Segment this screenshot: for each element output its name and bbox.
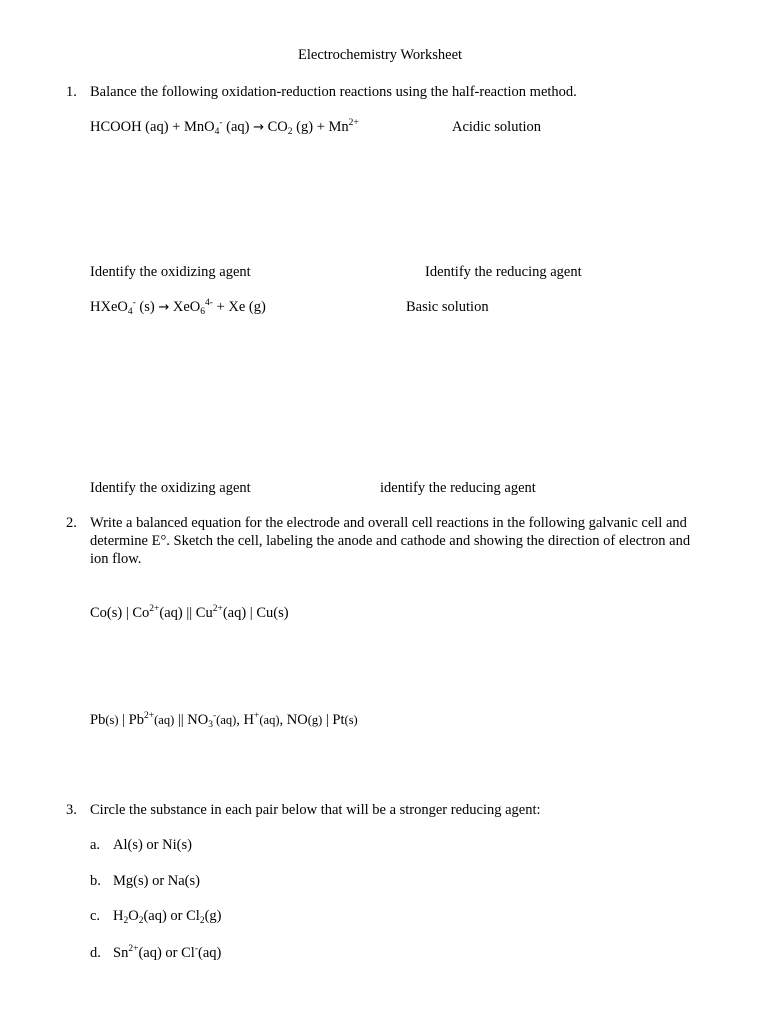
item-c-text-1: H bbox=[113, 908, 124, 924]
item-c-sub-1: 2 bbox=[123, 916, 129, 926]
cell2-state-e: (g) bbox=[307, 713, 323, 727]
reaction-b-sub-3: 6 bbox=[200, 307, 206, 317]
reaction-a-text-1: HCOOH (aq) + MnO bbox=[90, 119, 215, 135]
q3-item-b-letter: b. bbox=[90, 873, 101, 889]
cell2-text-f: | Pt bbox=[322, 712, 345, 728]
q1-condition-b: Basic solution bbox=[406, 299, 489, 315]
q2-prompt-line3: ion flow. bbox=[90, 551, 142, 567]
item-d-sup-1: 2+ bbox=[128, 944, 139, 954]
q3-item-c bbox=[113, 907, 222, 925]
reaction-b-sub-1: 4 bbox=[127, 307, 133, 317]
cell2-sup-d: + bbox=[254, 711, 260, 721]
cell1-text-c: (aq) | Cu(s) bbox=[222, 605, 289, 621]
q3-item-d-letter: d. bbox=[90, 945, 101, 961]
q1-reaction-b bbox=[90, 298, 266, 317]
reaction-a-text-2: (aq) bbox=[222, 119, 254, 135]
q2-cell-notation-1 bbox=[90, 604, 289, 622]
cell1-sup-b: 2+ bbox=[212, 604, 223, 614]
page-title: Electrochemistry Worksheet bbox=[298, 47, 463, 63]
item-d-sup-2: - bbox=[194, 944, 198, 954]
cell2-state-b: (aq) bbox=[154, 713, 175, 727]
item-c-sub-2: 2 bbox=[138, 916, 144, 926]
q1-reaction-a bbox=[90, 118, 359, 137]
cell2-text-c: || NO bbox=[174, 712, 209, 728]
cell2-state-d: (aq) bbox=[259, 713, 280, 727]
q3-item-a: Al(s) or Ni(s) bbox=[113, 837, 192, 853]
q3-number: 3. bbox=[66, 802, 77, 818]
item-c-text-2: O bbox=[128, 908, 139, 924]
q3-item-d bbox=[113, 944, 221, 962]
reaction-arrow-icon: → bbox=[253, 120, 264, 135]
reaction-b-text-4: + Xe (g) bbox=[212, 299, 266, 315]
cell1-sup-a: 2+ bbox=[149, 604, 160, 614]
reaction-b-sup-3: 4- bbox=[205, 298, 213, 308]
reaction-a-text-4: (g) + Mn bbox=[292, 119, 349, 135]
cell2-state-f: (s) bbox=[344, 713, 358, 727]
q2-prompt-line2: determine E°. Sketch the cell, labeling the anode and cathode and showing the direction of electron and bbox=[90, 533, 691, 549]
cell1-text-b: (aq) || Cu bbox=[159, 605, 213, 621]
q1-reducing-agent-a: Identify the reducing agent bbox=[425, 264, 582, 280]
item-d-text-2: (aq) or Cl bbox=[138, 945, 195, 961]
q2-prompt-line1: Write a balanced equation for the electrode and overall cell reactions in the following galvanic cell and bbox=[90, 515, 687, 531]
item-c-text-4: (g) bbox=[204, 908, 222, 924]
reaction-arrow-icon: → bbox=[158, 300, 170, 315]
item-c-sub-3: 2 bbox=[199, 916, 205, 926]
q2-number: 2. bbox=[66, 515, 77, 531]
reaction-a-sup-4: 2+ bbox=[348, 118, 359, 128]
q1-number: 1. bbox=[66, 84, 77, 100]
reaction-b-text-1: HXeO bbox=[90, 299, 128, 315]
item-c-text-3: (aq) or Cl bbox=[143, 908, 200, 924]
q1-oxidizing-agent-a: Identify the oxidizing agent bbox=[90, 264, 251, 280]
cell1-text-a: Co(s) | Co bbox=[90, 605, 150, 621]
q1-reducing-agent-b: identify the reducing agent bbox=[380, 480, 536, 496]
q1-condition-a: Acidic solution bbox=[452, 119, 542, 135]
cell2-state-a: (s) bbox=[105, 713, 119, 727]
q3-item-c-letter: c. bbox=[90, 908, 101, 924]
reaction-b-text-3: XeO bbox=[169, 299, 201, 315]
item-d-text-3: (aq) bbox=[197, 945, 222, 961]
reaction-a-sup-1: - bbox=[219, 118, 223, 128]
reaction-a-sub-1: 4 bbox=[214, 127, 220, 137]
cell2-text-b: | Pb bbox=[118, 712, 144, 728]
cell2-state-c: (aq) bbox=[216, 713, 237, 727]
cell2-text-e: , NO bbox=[279, 712, 308, 728]
q1-oxidizing-agent-b: Identify the oxidizing agent bbox=[90, 480, 251, 496]
q1-prompt: Balance the following oxidation-reduction reactions using the half-reaction method. bbox=[90, 84, 577, 100]
reaction-b-text-2: (s) bbox=[135, 299, 159, 315]
q3-item-a-letter: a. bbox=[90, 837, 101, 853]
q2-cell-notation-2 bbox=[90, 711, 358, 729]
q3-item-b: Mg(s) or Na(s) bbox=[113, 873, 200, 889]
cell2-sup-b: 2+ bbox=[144, 711, 155, 721]
cell2-text-a: Pb bbox=[90, 712, 106, 728]
cell2-sub-c: 3 bbox=[208, 720, 213, 730]
reaction-a-sub-3: 2 bbox=[287, 127, 293, 137]
reaction-a-text-3: CO bbox=[264, 119, 288, 135]
q3-prompt: Circle the substance in each pair below that will be a stronger reducing agent: bbox=[90, 802, 541, 818]
reaction-b-sup-1: - bbox=[132, 298, 136, 308]
cell2-sup-c: - bbox=[212, 711, 217, 721]
item-d-text-1: Sn bbox=[113, 945, 129, 961]
cell2-text-d: , H bbox=[236, 712, 255, 728]
